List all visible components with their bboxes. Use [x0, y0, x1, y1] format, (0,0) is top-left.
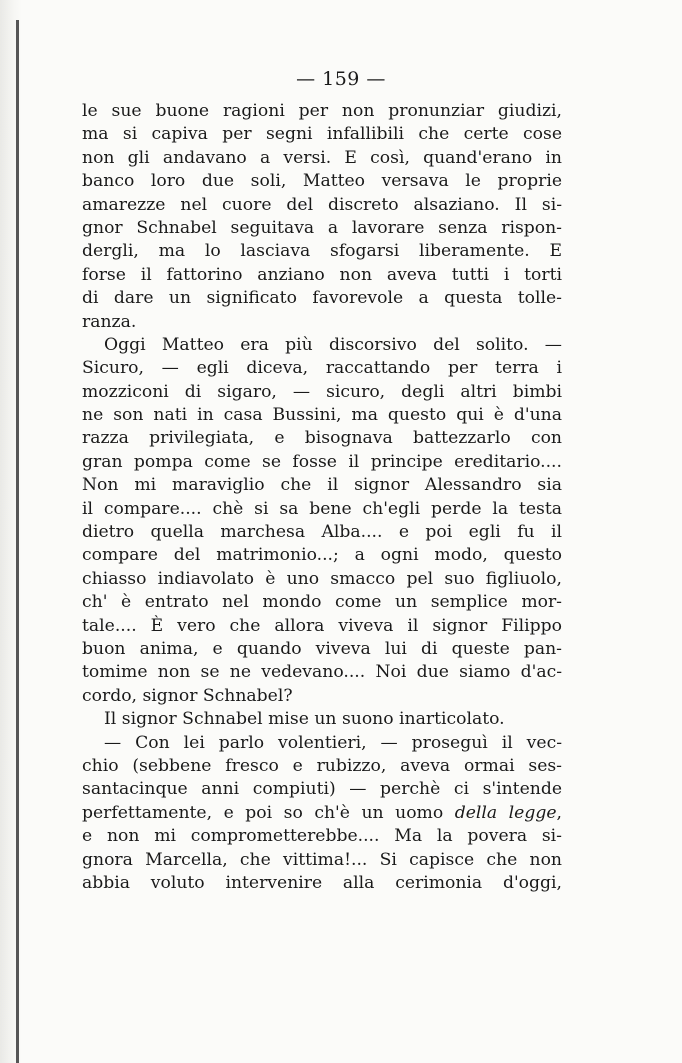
text-line: di dare un significato favorevole a questa tolle- [82, 288, 562, 309]
text-line: tale.... È vero che allora viveva il signor Filippo [82, 615, 562, 636]
page-body-text [82, 100, 562, 895]
text-line: non gli andavano a versi. E così, quand'erano in [82, 147, 562, 168]
italic-phrase: della legge [454, 802, 557, 823]
page-number: — 159 — [296, 68, 386, 90]
text-line: il compare.... chè si sa bene ch'egli perde la testa [82, 498, 562, 519]
text-segment: perfettamente, e poi so ch'è un uomo [82, 802, 455, 823]
text-line: gnor Schnabel seguitava a lavorare senza rispon- [82, 217, 562, 238]
text-line: gnora Marcella, che vittima!... Si capisce che non [82, 849, 562, 870]
text-line: ranza. [82, 311, 137, 332]
text-line: Il signor Schnabel mise un suono inarticolato. [104, 709, 505, 730]
text-line: dergli, ma lo lasciava sfogarsi liberamente. E [82, 241, 562, 262]
text-line: razza privilegiata, e bisognava battezzarlo con [82, 428, 562, 449]
text-line: tomime non se ne vedevano.... Noi due siamo d'ac- [82, 662, 562, 683]
text-line: santacinque anni compiuti) — perchè ci s'intende [82, 779, 562, 800]
text-line [82, 802, 562, 825]
text-line: mozziconi di sigaro, — sicuro, degli altri bimbi [82, 381, 562, 402]
binding-shadow-line [16, 20, 19, 1063]
text-segment: , [556, 802, 562, 823]
text-line: — Con lei parlo volentieri, — proseguì il vec- [104, 732, 562, 753]
text-line: dietro quella marchesa Alba.... e poi egli fu il [82, 522, 562, 543]
text-line: amarezze nel cuore del discreto alsaziano. Il si- [82, 194, 562, 215]
text-line: buon anima, e quando viveva lui di queste pan- [82, 638, 562, 659]
text-line: gran pompa come se fosse il principe ereditario.... [82, 451, 562, 472]
text-line: Sicuro, — egli diceva, raccattando per terra i [82, 358, 562, 379]
text-line: e non mi comprometterebbe.... Ma la povera si- [82, 826, 562, 847]
text-line: cordo, signor Schnabel? [82, 685, 293, 706]
text-line: compare del matrimonio...; a ogni modo, questo [82, 545, 562, 566]
text-line: forse il fattorino anziano non aveva tutti i torti [82, 264, 562, 285]
text-line: chiasso indiavolato è uno smacco pel suo figliuolo, [82, 568, 562, 589]
text-line: Non mi maraviglio che il signor Alessandro sia [82, 475, 562, 496]
text-line: ne son nati in casa Bussini, ma questo qui è d'una [82, 405, 562, 426]
text-line: ma si capiva per segni infallibili che certe cose [82, 124, 562, 145]
text-line: chio (sebbene fresco e rubizzo, aveva ormai ses- [82, 755, 562, 776]
text-line: abbia voluto intervenire alla cerimonia d'oggi, [82, 872, 562, 893]
text-line: ch' è entrato nel mondo come un semplice mor- [82, 592, 562, 613]
text-line: Oggi Matteo era più discorsivo del solito. — [104, 334, 562, 355]
text-line: banco loro due soli, Matteo versava le proprie [82, 171, 562, 192]
text-line: le sue buone ragioni per non pronunziar giudizi, [82, 101, 562, 121]
